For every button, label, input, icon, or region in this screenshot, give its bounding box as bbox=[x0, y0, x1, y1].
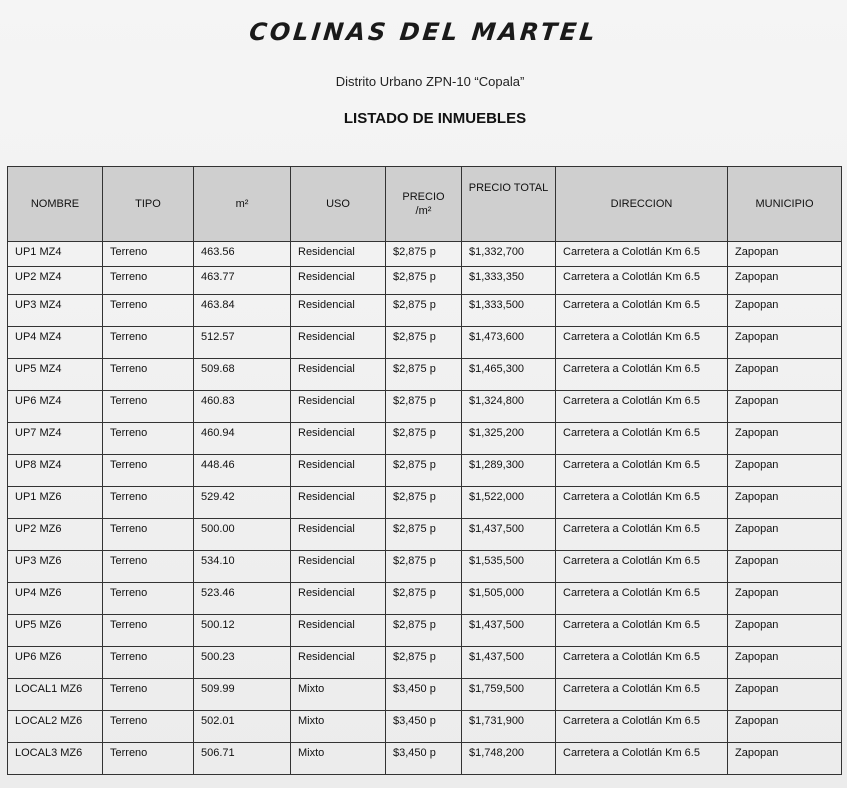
tipo-cell: Terreno bbox=[103, 391, 194, 423]
m2-cell: 463.84 bbox=[194, 295, 291, 327]
precio-total-cell: $1,437,500 bbox=[462, 615, 556, 647]
tipo-cell: Terreno bbox=[103, 455, 194, 487]
m2-cell: 509.99 bbox=[194, 679, 291, 711]
nombre-cell: UP4 MZ4 bbox=[8, 327, 103, 359]
table-row bbox=[8, 359, 842, 391]
column-header-precio-label: PRECIO bbox=[402, 191, 445, 203]
tipo-cell: Terreno bbox=[103, 679, 194, 711]
municipio-cell: Zapopan bbox=[728, 679, 842, 711]
tipo-cell: Terreno bbox=[103, 743, 194, 775]
precio-total-cell: $1,332,700 bbox=[462, 242, 556, 267]
m2-cell: 460.94 bbox=[194, 423, 291, 455]
m2-cell: 463.77 bbox=[194, 267, 291, 295]
uso-cell: Residencial bbox=[291, 359, 386, 391]
property-table bbox=[7, 166, 842, 775]
municipio-cell: Zapopan bbox=[728, 327, 842, 359]
uso-cell: Mixto bbox=[291, 711, 386, 743]
direccion-cell: Carretera a Colotlán Km 6.5 bbox=[556, 487, 728, 519]
direccion-cell: Carretera a Colotlán Km 6.5 bbox=[556, 743, 728, 775]
municipio-cell: Zapopan bbox=[728, 743, 842, 775]
precio-m2-cell: $2,875 p bbox=[386, 423, 462, 455]
municipio-cell: Zapopan bbox=[728, 423, 842, 455]
municipio-cell: Zapopan bbox=[728, 711, 842, 743]
column-header-precio-unit: /m² bbox=[415, 205, 432, 217]
municipio-cell: Zapopan bbox=[728, 615, 842, 647]
precio-m2-cell: $2,875 p bbox=[386, 391, 462, 423]
table-row bbox=[8, 455, 842, 487]
municipio-cell: Zapopan bbox=[728, 242, 842, 267]
uso-cell: Residencial bbox=[291, 615, 386, 647]
nombre-cell: UP2 MZ6 bbox=[8, 519, 103, 551]
nombre-cell: UP4 MZ6 bbox=[8, 583, 103, 615]
column-header-direccion: DIRECCION bbox=[556, 167, 728, 242]
direccion-cell: Carretera a Colotlán Km 6.5 bbox=[556, 679, 728, 711]
uso-cell: Residencial bbox=[291, 391, 386, 423]
column-header-precio bbox=[386, 167, 462, 242]
direccion-cell: Carretera a Colotlán Km 6.5 bbox=[556, 711, 728, 743]
municipio-cell: Zapopan bbox=[728, 295, 842, 327]
table-row bbox=[8, 711, 842, 743]
municipio-cell: Zapopan bbox=[728, 583, 842, 615]
precio-total-cell: $1,748,200 bbox=[462, 743, 556, 775]
table-row bbox=[8, 583, 842, 615]
precio-m2-cell: $2,875 p bbox=[386, 583, 462, 615]
precio-total-cell: $1,333,350 bbox=[462, 267, 556, 295]
column-header-tipo: TIPO bbox=[103, 167, 194, 242]
nombre-cell: UP6 MZ4 bbox=[8, 391, 103, 423]
m2-cell: 534.10 bbox=[194, 551, 291, 583]
document-title: COLINAS DEL MARTEL bbox=[247, 18, 600, 46]
direccion-cell: Carretera a Colotlán Km 6.5 bbox=[556, 242, 728, 267]
precio-m2-cell: $2,875 p bbox=[386, 615, 462, 647]
nombre-cell: UP8 MZ4 bbox=[8, 455, 103, 487]
nombre-cell: UP5 MZ4 bbox=[8, 359, 103, 391]
direccion-cell: Carretera a Colotlán Km 6.5 bbox=[556, 647, 728, 679]
precio-total-cell: $1,465,300 bbox=[462, 359, 556, 391]
column-header-nombre: NOMBRE bbox=[8, 167, 103, 242]
m2-cell: 460.83 bbox=[194, 391, 291, 423]
uso-cell: Residencial bbox=[291, 267, 386, 295]
tipo-cell: Terreno bbox=[103, 267, 194, 295]
nombre-cell: LOCAL1 MZ6 bbox=[8, 679, 103, 711]
precio-total-cell: $1,437,500 bbox=[462, 647, 556, 679]
column-header-municipio: MUNICIPIO bbox=[728, 167, 842, 242]
uso-cell: Residencial bbox=[291, 242, 386, 267]
uso-cell: Residencial bbox=[291, 423, 386, 455]
uso-cell: Mixto bbox=[291, 743, 386, 775]
tipo-cell: Terreno bbox=[103, 423, 194, 455]
precio-m2-cell: $2,875 p bbox=[386, 519, 462, 551]
precio-m2-cell: $2,875 p bbox=[386, 551, 462, 583]
column-header-precio-total: PRECIO TOTAL bbox=[462, 167, 556, 242]
nombre-cell: UP1 MZ4 bbox=[8, 242, 103, 267]
precio-m2-cell: $2,875 p bbox=[386, 455, 462, 487]
m2-cell: 502.01 bbox=[194, 711, 291, 743]
precio-total-cell: $1,535,500 bbox=[462, 551, 556, 583]
table-row bbox=[8, 242, 842, 267]
table-row bbox=[8, 679, 842, 711]
nombre-cell: UP3 MZ6 bbox=[8, 551, 103, 583]
direccion-cell: Carretera a Colotlán Km 6.5 bbox=[556, 423, 728, 455]
uso-cell: Residencial bbox=[291, 647, 386, 679]
municipio-cell: Zapopan bbox=[728, 267, 842, 295]
tipo-cell: Terreno bbox=[103, 615, 194, 647]
municipio-cell: Zapopan bbox=[728, 519, 842, 551]
nombre-cell: LOCAL2 MZ6 bbox=[8, 711, 103, 743]
table-row bbox=[8, 423, 842, 455]
m2-cell: 509.68 bbox=[194, 359, 291, 391]
nombre-cell: UP1 MZ6 bbox=[8, 487, 103, 519]
m2-cell: 523.46 bbox=[194, 583, 291, 615]
tipo-cell: Terreno bbox=[103, 647, 194, 679]
tipo-cell: Terreno bbox=[103, 519, 194, 551]
direccion-cell: Carretera a Colotlán Km 6.5 bbox=[556, 615, 728, 647]
m2-cell: 529.42 bbox=[194, 487, 291, 519]
precio-total-cell: $1,333,500 bbox=[462, 295, 556, 327]
table-row bbox=[8, 519, 842, 551]
precio-m2-cell: $2,875 p bbox=[386, 295, 462, 327]
nombre-cell: LOCAL3 MZ6 bbox=[8, 743, 103, 775]
direccion-cell: Carretera a Colotlán Km 6.5 bbox=[556, 551, 728, 583]
column-header-uso: USO bbox=[291, 167, 386, 242]
tipo-cell: Terreno bbox=[103, 242, 194, 267]
precio-m2-cell: $2,875 p bbox=[386, 327, 462, 359]
precio-m2-cell: $3,450 p bbox=[386, 743, 462, 775]
m2-cell: 506.71 bbox=[194, 743, 291, 775]
tipo-cell: Terreno bbox=[103, 551, 194, 583]
table-body bbox=[8, 242, 842, 775]
tipo-cell: Terreno bbox=[103, 487, 194, 519]
direccion-cell: Carretera a Colotlán Km 6.5 bbox=[556, 327, 728, 359]
m2-cell: 512.57 bbox=[194, 327, 291, 359]
precio-m2-cell: $2,875 p bbox=[386, 242, 462, 267]
precio-total-cell: $1,731,900 bbox=[462, 711, 556, 743]
table-row bbox=[8, 615, 842, 647]
tipo-cell: Terreno bbox=[103, 711, 194, 743]
table-row bbox=[8, 647, 842, 679]
municipio-cell: Zapopan bbox=[728, 647, 842, 679]
tipo-cell: Terreno bbox=[103, 583, 194, 615]
tipo-cell: Terreno bbox=[103, 295, 194, 327]
uso-cell: Mixto bbox=[291, 679, 386, 711]
uso-cell: Residencial bbox=[291, 551, 386, 583]
nombre-cell: UP3 MZ4 bbox=[8, 295, 103, 327]
direccion-cell: Carretera a Colotlán Km 6.5 bbox=[556, 295, 728, 327]
precio-m2-cell: $3,450 p bbox=[386, 711, 462, 743]
municipio-cell: Zapopan bbox=[728, 455, 842, 487]
uso-cell: Residencial bbox=[291, 583, 386, 615]
uso-cell: Residencial bbox=[291, 295, 386, 327]
m2-cell: 500.00 bbox=[194, 519, 291, 551]
precio-total-cell: $1,505,000 bbox=[462, 583, 556, 615]
precio-m2-cell: $2,875 p bbox=[386, 647, 462, 679]
precio-total-cell: $1,437,500 bbox=[462, 519, 556, 551]
direccion-cell: Carretera a Colotlán Km 6.5 bbox=[556, 583, 728, 615]
table-row bbox=[8, 743, 842, 775]
table-header-row bbox=[8, 167, 842, 242]
tipo-cell: Terreno bbox=[103, 359, 194, 391]
precio-m2-cell: $3,450 p bbox=[386, 679, 462, 711]
listing-heading: LISTADO DE INMUEBLES bbox=[343, 110, 527, 127]
m2-cell: 500.23 bbox=[194, 647, 291, 679]
table-row bbox=[8, 327, 842, 359]
m2-cell: 448.46 bbox=[194, 455, 291, 487]
direccion-cell: Carretera a Colotlán Km 6.5 bbox=[556, 455, 728, 487]
table-row bbox=[8, 487, 842, 519]
precio-total-cell: $1,473,600 bbox=[462, 327, 556, 359]
column-header-m2: m² bbox=[194, 167, 291, 242]
precio-total-cell: $1,759,500 bbox=[462, 679, 556, 711]
precio-total-cell: $1,325,200 bbox=[462, 423, 556, 455]
nombre-cell: UP2 MZ4 bbox=[8, 267, 103, 295]
precio-m2-cell: $2,875 p bbox=[386, 487, 462, 519]
direccion-cell: Carretera a Colotlán Km 6.5 bbox=[556, 267, 728, 295]
municipio-cell: Zapopan bbox=[728, 391, 842, 423]
precio-total-cell: $1,522,000 bbox=[462, 487, 556, 519]
nombre-cell: UP6 MZ6 bbox=[8, 647, 103, 679]
table-row bbox=[8, 551, 842, 583]
nombre-cell: UP5 MZ6 bbox=[8, 615, 103, 647]
uso-cell: Residencial bbox=[291, 455, 386, 487]
m2-cell: 500.12 bbox=[194, 615, 291, 647]
uso-cell: Residencial bbox=[291, 327, 386, 359]
table-row bbox=[8, 295, 842, 327]
document-subtitle: Distrito Urbano ZPN-10 “Copala” bbox=[335, 74, 525, 89]
tipo-cell: Terreno bbox=[103, 327, 194, 359]
m2-cell: 463.56 bbox=[194, 242, 291, 267]
uso-cell: Residencial bbox=[291, 519, 386, 551]
municipio-cell: Zapopan bbox=[728, 487, 842, 519]
municipio-cell: Zapopan bbox=[728, 551, 842, 583]
direccion-cell: Carretera a Colotlán Km 6.5 bbox=[556, 519, 728, 551]
municipio-cell: Zapopan bbox=[728, 359, 842, 391]
table-row bbox=[8, 267, 842, 295]
precio-m2-cell: $2,875 p bbox=[386, 359, 462, 391]
precio-m2-cell: $2,875 p bbox=[386, 267, 462, 295]
precio-total-cell: $1,289,300 bbox=[462, 455, 556, 487]
direccion-cell: Carretera a Colotlán Km 6.5 bbox=[556, 359, 728, 391]
precio-total-cell: $1,324,800 bbox=[462, 391, 556, 423]
direccion-cell: Carretera a Colotlán Km 6.5 bbox=[556, 391, 728, 423]
table-row bbox=[8, 391, 842, 423]
uso-cell: Residencial bbox=[291, 487, 386, 519]
nombre-cell: UP7 MZ4 bbox=[8, 423, 103, 455]
